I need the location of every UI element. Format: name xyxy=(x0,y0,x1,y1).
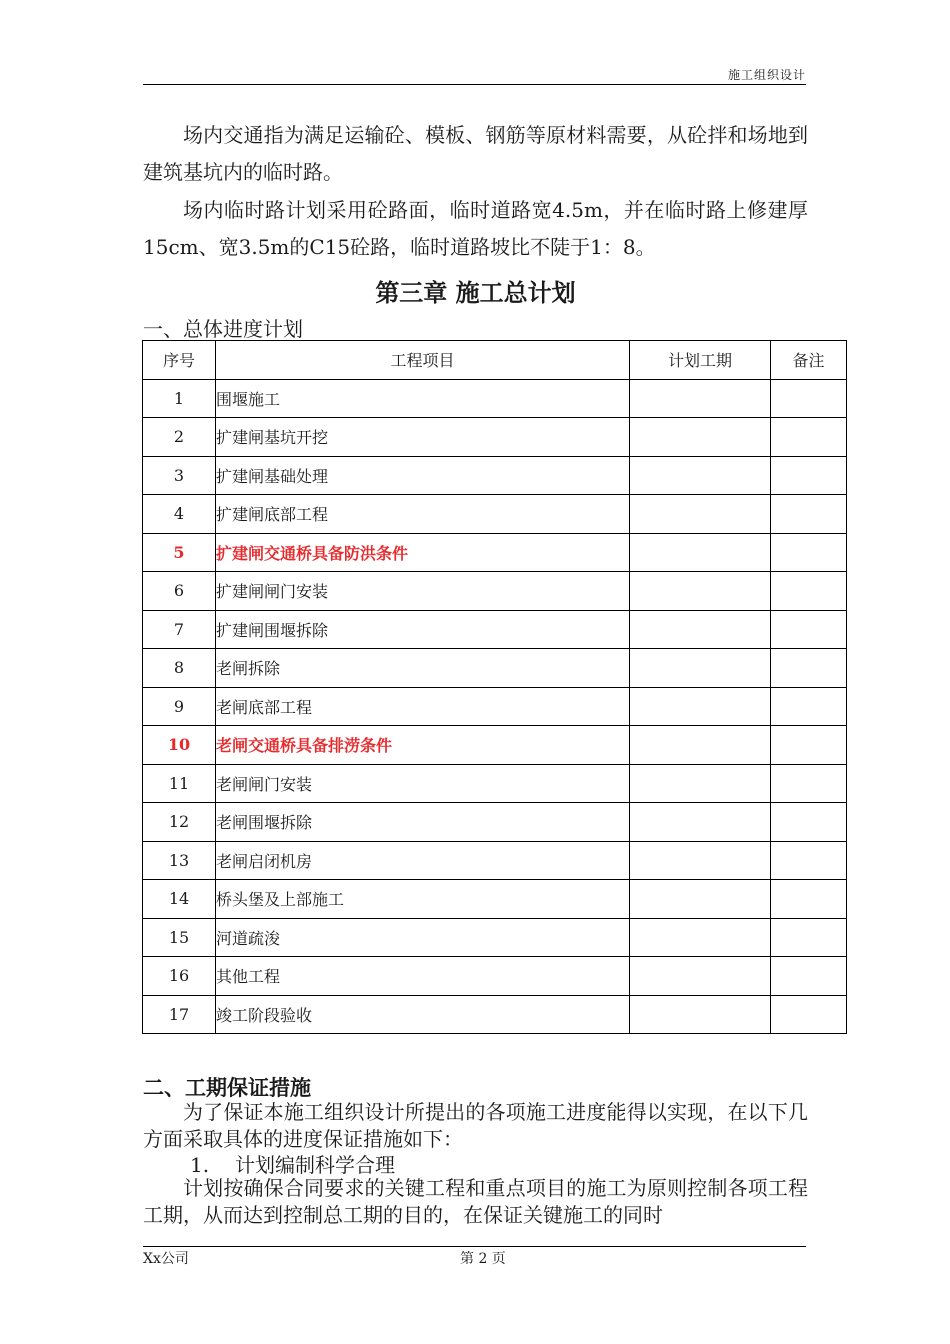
cell-no: 2 xyxy=(143,418,216,457)
cell-period xyxy=(630,995,771,1034)
cell-period xyxy=(630,610,771,649)
table-row xyxy=(143,572,847,611)
cell-remark xyxy=(771,533,847,572)
header-title: 施工组织设计 xyxy=(727,68,806,82)
cell-item: 桥头堡及上部施工 xyxy=(216,880,630,919)
cell-period xyxy=(630,379,771,418)
cell-no: 3 xyxy=(143,456,216,495)
cell-no: 1 xyxy=(143,379,216,418)
header-no: 序号 xyxy=(143,341,216,380)
table-row xyxy=(143,687,847,726)
table-row xyxy=(143,533,847,572)
cell-no: 12 xyxy=(143,803,216,842)
footer-page-number: 第 2 页 xyxy=(460,1251,506,1267)
list-item-text: 计划编制科学合理 xyxy=(235,1153,395,1177)
header-remark: 备注 xyxy=(771,341,847,380)
cell-period xyxy=(630,495,771,534)
cell-period xyxy=(630,572,771,611)
table-row xyxy=(143,957,847,996)
cell-remark xyxy=(771,726,847,765)
list-item-number: 1. xyxy=(190,1153,210,1177)
chapter-title: 第三章 施工总计划 xyxy=(375,279,576,307)
table-row xyxy=(143,649,847,688)
cell-period xyxy=(630,880,771,919)
cell-item: 老闸启闭机房 xyxy=(216,841,630,880)
cell-no: 9 xyxy=(143,687,216,726)
paragraph-guarantee-intro: 为了保证本施工组织设计所提出的各项施工进度能得以实现，在以下几方面采取具体的进度保证措施如下： xyxy=(143,1100,808,1151)
header-divider xyxy=(143,84,806,85)
paragraph-plan-body: 计划按确保合同要求的关键工程和重点项目的施工为原则控制各项工程工期，从而达到控制总工期的目的，在保证关键施工的同时 xyxy=(143,1176,808,1227)
cell-no: 13 xyxy=(143,841,216,880)
cell-item: 老闸闸门安装 xyxy=(216,764,630,803)
cell-remark xyxy=(771,649,847,688)
cell-no: 11 xyxy=(143,764,216,803)
cell-period xyxy=(630,841,771,880)
cell-item: 老闸围堰拆除 xyxy=(216,803,630,842)
table-row xyxy=(143,418,847,457)
table-header-row xyxy=(143,341,847,380)
cell-period xyxy=(630,803,771,842)
cell-period xyxy=(630,649,771,688)
cell-period xyxy=(630,764,771,803)
cell-no: 14 xyxy=(143,880,216,919)
cell-remark xyxy=(771,995,847,1034)
table-row xyxy=(143,495,847,534)
table-row xyxy=(143,918,847,957)
paragraph-temporary-road: 场内临时路计划采用砼路面，临时道路宽4.5m，并在临时路上修建厚15cm、宽3.5m的C15砼路，临时道路坡比不陡于1：8。 xyxy=(143,198,808,259)
table-row xyxy=(143,610,847,649)
footer-divider xyxy=(143,1246,806,1247)
cell-remark xyxy=(771,572,847,611)
cell-item: 老闸拆除 xyxy=(216,649,630,688)
section-title-guarantee: 二、工期保证措施 xyxy=(143,1076,311,1100)
cell-remark xyxy=(771,687,847,726)
cell-period xyxy=(630,418,771,457)
cell-item: 扩建闸围堰拆除 xyxy=(216,610,630,649)
cell-remark xyxy=(771,803,847,842)
cell-item: 老闸交通桥具备排涝条件 xyxy=(216,726,630,765)
table-row xyxy=(143,726,847,765)
cell-period xyxy=(630,687,771,726)
cell-item: 围堰施工 xyxy=(216,379,630,418)
cell-remark xyxy=(771,495,847,534)
cell-period xyxy=(630,533,771,572)
cell-item: 扩建闸底部工程 xyxy=(216,495,630,534)
table-row xyxy=(143,880,847,919)
cell-no: 15 xyxy=(143,918,216,957)
table-row xyxy=(143,456,847,495)
cell-item: 扩建闸交通桥具备防洪条件 xyxy=(216,533,630,572)
cell-item: 河道疏浚 xyxy=(216,918,630,957)
cell-remark xyxy=(771,841,847,880)
cell-no: 7 xyxy=(143,610,216,649)
cell-no: 10 xyxy=(143,726,216,765)
cell-period xyxy=(630,918,771,957)
paragraph-site-traffic: 场内交通指为满足运输砼、模板、钢筋等原材料需要，从砼拌和场地到建筑基坑内的临时路。 xyxy=(143,123,808,184)
cell-item: 扩建闸基坑开挖 xyxy=(216,418,630,457)
cell-period xyxy=(630,726,771,765)
section-title-schedule: 一、总体进度计划 xyxy=(143,317,303,341)
cell-no: 17 xyxy=(143,995,216,1034)
cell-item: 扩建闸基础处理 xyxy=(216,456,630,495)
cell-no: 6 xyxy=(143,572,216,611)
cell-period xyxy=(630,456,771,495)
cell-remark xyxy=(771,456,847,495)
header-period: 计划工期 xyxy=(630,341,771,380)
cell-remark xyxy=(771,610,847,649)
cell-item: 其他工程 xyxy=(216,957,630,996)
cell-item: 扩建闸闸门安装 xyxy=(216,572,630,611)
table-row xyxy=(143,764,847,803)
cell-no: 4 xyxy=(143,495,216,534)
footer-company: Xx公司 xyxy=(143,1251,189,1267)
cell-item: 老闸底部工程 xyxy=(216,687,630,726)
cell-remark xyxy=(771,918,847,957)
schedule-table xyxy=(142,340,847,1034)
cell-no: 8 xyxy=(143,649,216,688)
cell-period xyxy=(630,957,771,996)
table-row xyxy=(143,379,847,418)
table-row xyxy=(143,995,847,1034)
cell-no: 5 xyxy=(143,533,216,572)
cell-remark xyxy=(771,418,847,457)
cell-item: 竣工阶段验收 xyxy=(216,995,630,1034)
cell-remark xyxy=(771,379,847,418)
cell-remark xyxy=(771,880,847,919)
table-row xyxy=(143,803,847,842)
cell-remark xyxy=(771,957,847,996)
cell-remark xyxy=(771,764,847,803)
table-row xyxy=(143,841,847,880)
header-item: 工程项目 xyxy=(216,341,630,380)
cell-no: 16 xyxy=(143,957,216,996)
